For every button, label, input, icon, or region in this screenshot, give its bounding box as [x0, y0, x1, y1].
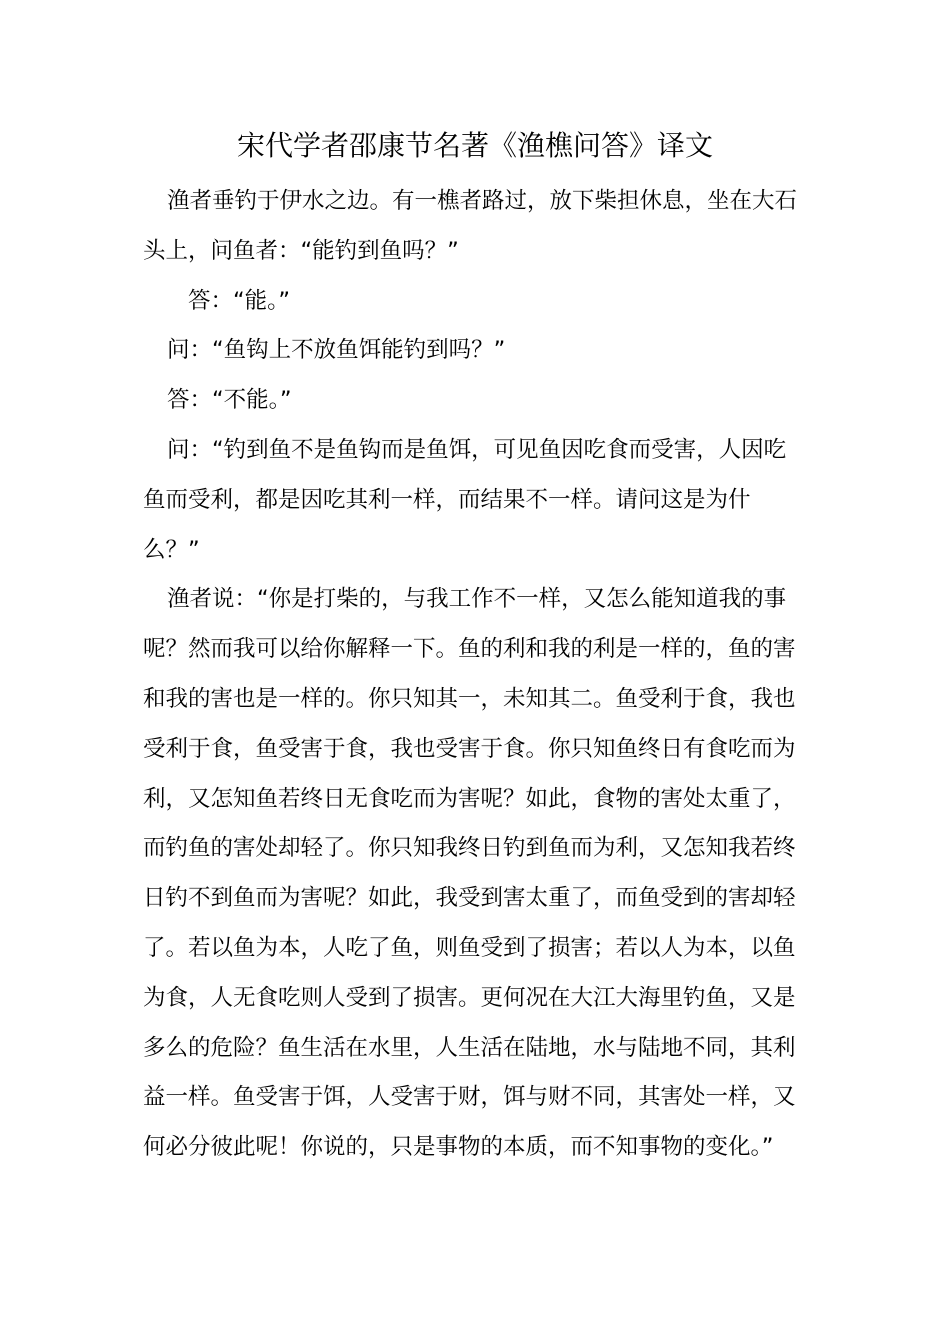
paragraph-line: 为食，人无食吃则人受到了损害。更何况在大江大海里钓鱼，又是: [143, 984, 796, 1011]
paragraph-line: 呢？然而我可以给你解释一下。鱼的利和我的利是一样的，鱼的害: [143, 636, 796, 663]
paragraph-line: 渔者说：“你是打柴的，与我工作不一样，又怎么能知道我的事: [167, 586, 787, 613]
paragraph-line: 了。若以鱼为本，人吃了鱼，则鱼受到了损害；若以人为本，以鱼: [143, 934, 796, 961]
paragraph-line: 受利于食，鱼受害于食，我也受害于食。你只知鱼终日有食吃而为: [143, 735, 796, 762]
paragraph-line: 利，又怎知鱼若终日无食吃而为害呢？如此，食物的害处太重了，: [143, 785, 796, 812]
paragraph-line: 日钓不到鱼而为害呢？如此，我受到害太重了，而鱼受到的害却轻: [143, 885, 796, 912]
paragraph-line: 益一样。鱼受害于饵，人受害于财，饵与财不同，其害处一样，又: [143, 1084, 796, 1111]
document-body: [143, 177, 805, 1173]
paragraph-line: 问：“鱼钩上不放鱼饵能钓到吗？”: [167, 337, 506, 364]
paragraph-line: 渔者垂钓于伊水之边。有一樵者路过，放下柴担休息，坐在大石: [167, 188, 798, 214]
paragraph-line: 鱼而受利，都是因吃其利一样，而结果不一样。请问这是为什: [143, 486, 751, 513]
paragraph-line: 和我的害也是一样的。你只知其一，未知其二。鱼受利于食，我也: [143, 685, 796, 712]
paragraph-line: 答：“不能。”: [167, 387, 292, 414]
document-title: 宋代学者邵康节名著《渔樵问答》译文: [236, 129, 713, 162]
paragraph-line: 头上，问鱼者：“能钓到鱼吗？”: [143, 237, 459, 264]
paragraph-line: 么？”: [143, 536, 200, 563]
paragraph-line: 问：“钓到鱼不是鱼钩而是鱼饵，可见鱼因吃食而受害，人因吃: [167, 436, 787, 463]
paragraph-line: 多么的危险？鱼生活在水里，人生活在陆地，水与陆地不同，其利: [143, 1034, 796, 1061]
paragraph-line: 答：“能。”: [188, 287, 291, 314]
paragraph-line: 而钓鱼的害处却轻了。你只知我终日钓到鱼而为利，又怎知我若终: [143, 835, 796, 862]
paragraph-line: 何必分彼此呢！你说的，只是事物的本质，而不知事物的变化。”: [143, 1134, 774, 1161]
